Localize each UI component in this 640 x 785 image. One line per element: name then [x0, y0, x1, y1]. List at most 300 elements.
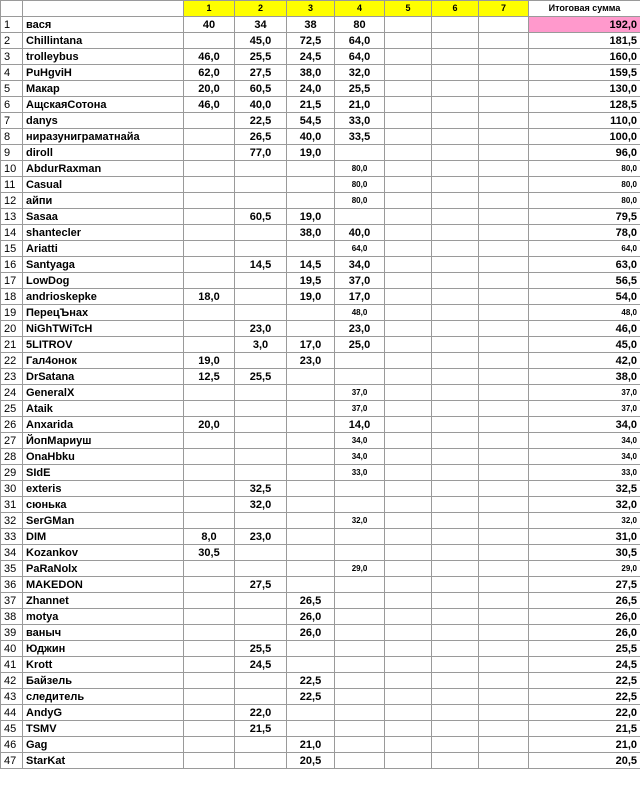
total-cell[interactable]: 34,0 [529, 433, 640, 449]
score-cell-round-7[interactable] [479, 225, 529, 241]
score-cell-round-1[interactable] [184, 273, 235, 289]
score-cell-round-7[interactable] [479, 209, 529, 225]
score-cell-round-1[interactable] [184, 577, 235, 593]
score-cell-round-7[interactable] [479, 193, 529, 209]
score-cell-round-2[interactable] [235, 305, 287, 321]
score-cell-round-5[interactable] [385, 417, 432, 433]
round-header-6[interactable]: 6 [432, 1, 479, 17]
score-cell-round-6[interactable] [432, 593, 479, 609]
score-cell-round-6[interactable] [432, 465, 479, 481]
player-name-cell[interactable]: danys [23, 113, 184, 129]
score-cell-round-3[interactable]: 20,5 [287, 753, 335, 769]
total-cell[interactable]: 130,0 [529, 81, 640, 97]
score-cell-round-2[interactable] [235, 241, 287, 257]
player-name-cell[interactable]: следитель [23, 689, 184, 705]
total-cell[interactable]: 32,5 [529, 481, 640, 497]
total-cell[interactable]: 45,0 [529, 337, 640, 353]
score-cell-round-1[interactable]: 40 [184, 17, 235, 33]
rank-cell[interactable]: 12 [1, 193, 23, 209]
score-cell-round-5[interactable] [385, 529, 432, 545]
score-cell-round-1[interactable]: 12,5 [184, 369, 235, 385]
total-cell[interactable]: 63,0 [529, 257, 640, 273]
total-cell[interactable]: 80,0 [529, 161, 640, 177]
score-cell-round-1[interactable]: 62,0 [184, 65, 235, 81]
player-name-cell[interactable]: сюнька [23, 497, 184, 513]
player-name-cell[interactable]: shantecler [23, 225, 184, 241]
score-cell-round-4[interactable] [335, 609, 385, 625]
rank-cell[interactable]: 45 [1, 721, 23, 737]
score-cell-round-7[interactable] [479, 97, 529, 113]
score-cell-round-1[interactable] [184, 721, 235, 737]
score-cell-round-2[interactable]: 60,5 [235, 81, 287, 97]
score-cell-round-3[interactable]: 24,5 [287, 49, 335, 65]
rank-cell[interactable]: 15 [1, 241, 23, 257]
total-header[interactable]: Итоговая сумма [529, 1, 640, 17]
score-cell-round-4[interactable]: 80,0 [335, 161, 385, 177]
score-cell-round-4[interactable] [335, 753, 385, 769]
round-header-7[interactable]: 7 [479, 1, 529, 17]
score-cell-round-5[interactable] [385, 209, 432, 225]
player-name-cell[interactable]: ПерецЪнах [23, 305, 184, 321]
score-cell-round-7[interactable] [479, 673, 529, 689]
player-name-cell[interactable]: DrSatana [23, 369, 184, 385]
rank-cell[interactable]: 8 [1, 129, 23, 145]
score-cell-round-4[interactable] [335, 625, 385, 641]
total-cell[interactable]: 21,0 [529, 737, 640, 753]
score-cell-round-6[interactable] [432, 449, 479, 465]
player-name-cell[interactable]: Anxarida [23, 417, 184, 433]
score-cell-round-5[interactable] [385, 289, 432, 305]
corner-cell[interactable] [1, 1, 23, 17]
score-cell-round-7[interactable] [479, 401, 529, 417]
score-cell-round-3[interactable]: 21,0 [287, 737, 335, 753]
rank-cell[interactable]: 11 [1, 177, 23, 193]
score-cell-round-2[interactable]: 32,0 [235, 497, 287, 513]
score-cell-round-3[interactable] [287, 417, 335, 433]
player-name-cell[interactable]: айпи [23, 193, 184, 209]
player-name-cell[interactable]: Ataik [23, 401, 184, 417]
score-cell-round-5[interactable] [385, 401, 432, 417]
score-cell-round-5[interactable] [385, 49, 432, 65]
score-cell-round-1[interactable] [184, 609, 235, 625]
score-cell-round-6[interactable] [432, 481, 479, 497]
player-name-cell[interactable]: NiGhTWiTcH [23, 321, 184, 337]
rank-cell[interactable]: 5 [1, 81, 23, 97]
player-name-cell[interactable]: diroll [23, 145, 184, 161]
score-cell-round-1[interactable] [184, 481, 235, 497]
score-cell-round-2[interactable] [235, 433, 287, 449]
score-cell-round-3[interactable] [287, 561, 335, 577]
rank-cell[interactable]: 7 [1, 113, 23, 129]
player-name-cell[interactable]: Юджин [23, 641, 184, 657]
score-cell-round-7[interactable] [479, 65, 529, 81]
score-cell-round-4[interactable]: 37,0 [335, 401, 385, 417]
score-cell-round-6[interactable] [432, 177, 479, 193]
score-cell-round-4[interactable]: 14,0 [335, 417, 385, 433]
player-name-cell[interactable]: вася [23, 17, 184, 33]
score-cell-round-2[interactable]: 25,5 [235, 641, 287, 657]
score-cell-round-5[interactable] [385, 193, 432, 209]
score-cell-round-6[interactable] [432, 97, 479, 113]
score-cell-round-5[interactable] [385, 673, 432, 689]
total-cell[interactable]: 33,0 [529, 465, 640, 481]
score-cell-round-7[interactable] [479, 497, 529, 513]
player-name-cell[interactable]: PaRaNolx [23, 561, 184, 577]
score-cell-round-6[interactable] [432, 193, 479, 209]
score-cell-round-7[interactable] [479, 641, 529, 657]
rank-cell[interactable]: 46 [1, 737, 23, 753]
score-cell-round-7[interactable] [479, 449, 529, 465]
score-cell-round-1[interactable] [184, 305, 235, 321]
score-cell-round-1[interactable]: 20,0 [184, 417, 235, 433]
score-cell-round-7[interactable] [479, 721, 529, 737]
score-cell-round-6[interactable] [432, 129, 479, 145]
score-cell-round-6[interactable] [432, 609, 479, 625]
score-cell-round-2[interactable]: 14,5 [235, 257, 287, 273]
score-cell-round-3[interactable] [287, 641, 335, 657]
score-cell-round-5[interactable] [385, 33, 432, 49]
score-cell-round-6[interactable] [432, 433, 479, 449]
score-cell-round-4[interactable]: 25,0 [335, 337, 385, 353]
score-cell-round-7[interactable] [479, 545, 529, 561]
score-cell-round-6[interactable] [432, 353, 479, 369]
score-cell-round-1[interactable] [184, 401, 235, 417]
score-cell-round-2[interactable] [235, 593, 287, 609]
rank-cell[interactable]: 41 [1, 657, 23, 673]
score-cell-round-3[interactable]: 72,5 [287, 33, 335, 49]
score-cell-round-1[interactable] [184, 145, 235, 161]
score-cell-round-2[interactable]: 27,5 [235, 65, 287, 81]
rank-cell[interactable]: 14 [1, 225, 23, 241]
score-cell-round-6[interactable] [432, 513, 479, 529]
total-cell[interactable]: 48,0 [529, 305, 640, 321]
score-cell-round-6[interactable] [432, 417, 479, 433]
score-cell-round-4[interactable]: 32,0 [335, 513, 385, 529]
score-cell-round-4[interactable] [335, 593, 385, 609]
score-cell-round-2[interactable]: 21,5 [235, 721, 287, 737]
score-cell-round-4[interactable]: 21,0 [335, 97, 385, 113]
total-cell[interactable]: 46,0 [529, 321, 640, 337]
total-cell[interactable]: 34,0 [529, 449, 640, 465]
player-name-cell[interactable]: Sasaa [23, 209, 184, 225]
score-cell-round-7[interactable] [479, 305, 529, 321]
score-cell-round-2[interactable] [235, 193, 287, 209]
score-cell-round-3[interactable] [287, 705, 335, 721]
rank-cell[interactable]: 47 [1, 753, 23, 769]
player-name-cell[interactable]: Ariatti [23, 241, 184, 257]
score-cell-round-7[interactable] [479, 353, 529, 369]
score-cell-round-2[interactable] [235, 609, 287, 625]
score-cell-round-2[interactable] [235, 625, 287, 641]
score-cell-round-3[interactable]: 23,0 [287, 353, 335, 369]
score-cell-round-3[interactable]: 40,0 [287, 129, 335, 145]
total-cell[interactable]: 27,5 [529, 577, 640, 593]
score-cell-round-4[interactable] [335, 577, 385, 593]
score-cell-round-6[interactable] [432, 737, 479, 753]
score-cell-round-4[interactable]: 64,0 [335, 49, 385, 65]
score-cell-round-1[interactable] [184, 177, 235, 193]
total-cell[interactable]: 110,0 [529, 113, 640, 129]
total-cell[interactable]: 26,0 [529, 625, 640, 641]
score-cell-round-2[interactable]: 25,5 [235, 49, 287, 65]
score-cell-round-4[interactable]: 37,0 [335, 273, 385, 289]
score-cell-round-5[interactable] [385, 321, 432, 337]
rank-cell[interactable]: 6 [1, 97, 23, 113]
score-cell-round-1[interactable] [184, 337, 235, 353]
player-name-cell[interactable]: AbdurRaxman [23, 161, 184, 177]
score-cell-round-3[interactable] [287, 545, 335, 561]
score-cell-round-7[interactable] [479, 289, 529, 305]
total-cell[interactable]: 56,5 [529, 273, 640, 289]
player-name-cell[interactable]: PuHgviH [23, 65, 184, 81]
score-cell-round-4[interactable]: 40,0 [335, 225, 385, 241]
rank-cell[interactable]: 16 [1, 257, 23, 273]
score-cell-round-3[interactable]: 22,5 [287, 673, 335, 689]
rank-cell[interactable]: 23 [1, 369, 23, 385]
rank-cell[interactable]: 42 [1, 673, 23, 689]
score-cell-round-5[interactable] [385, 129, 432, 145]
player-name-cell[interactable]: LowDog [23, 273, 184, 289]
score-cell-round-5[interactable] [385, 513, 432, 529]
player-name-cell[interactable]: SIdE [23, 465, 184, 481]
score-cell-round-5[interactable] [385, 465, 432, 481]
score-cell-round-5[interactable] [385, 593, 432, 609]
score-cell-round-2[interactable]: 45,0 [235, 33, 287, 49]
total-cell[interactable]: 80,0 [529, 193, 640, 209]
score-cell-round-3[interactable]: 24,0 [287, 81, 335, 97]
score-cell-round-1[interactable]: 18,0 [184, 289, 235, 305]
score-cell-round-7[interactable] [479, 625, 529, 641]
rank-cell[interactable]: 35 [1, 561, 23, 577]
score-cell-round-4[interactable]: 25,5 [335, 81, 385, 97]
round-header-5[interactable]: 5 [385, 1, 432, 17]
score-cell-round-7[interactable] [479, 657, 529, 673]
score-cell-round-3[interactable] [287, 177, 335, 193]
score-cell-round-3[interactable] [287, 241, 335, 257]
score-cell-round-6[interactable] [432, 337, 479, 353]
player-name-cell[interactable]: OnaHbku [23, 449, 184, 465]
player-name-cell[interactable]: AndyG [23, 705, 184, 721]
score-cell-round-1[interactable] [184, 385, 235, 401]
score-cell-round-1[interactable] [184, 513, 235, 529]
round-header-1[interactable]: 1 [184, 1, 235, 17]
score-cell-round-1[interactable] [184, 673, 235, 689]
score-cell-round-7[interactable] [479, 369, 529, 385]
score-cell-round-1[interactable]: 20,0 [184, 81, 235, 97]
score-cell-round-7[interactable] [479, 705, 529, 721]
total-cell[interactable]: 37,0 [529, 401, 640, 417]
total-cell[interactable]: 159,5 [529, 65, 640, 81]
score-cell-round-1[interactable] [184, 225, 235, 241]
score-cell-round-7[interactable] [479, 417, 529, 433]
score-cell-round-7[interactable] [479, 465, 529, 481]
score-cell-round-6[interactable] [432, 673, 479, 689]
score-cell-round-1[interactable]: 46,0 [184, 49, 235, 65]
score-cell-round-4[interactable]: 33,0 [335, 113, 385, 129]
total-cell[interactable]: 26,0 [529, 609, 640, 625]
score-cell-round-3[interactable] [287, 193, 335, 209]
score-cell-round-2[interactable]: 22,0 [235, 705, 287, 721]
rank-cell[interactable]: 20 [1, 321, 23, 337]
score-cell-round-5[interactable] [385, 161, 432, 177]
score-cell-round-2[interactable] [235, 177, 287, 193]
score-cell-round-5[interactable] [385, 449, 432, 465]
total-cell[interactable]: 22,0 [529, 705, 640, 721]
name-header-cell[interactable] [23, 1, 184, 17]
score-cell-round-3[interactable]: 19,0 [287, 209, 335, 225]
score-cell-round-2[interactable]: 27,5 [235, 577, 287, 593]
score-cell-round-4[interactable]: 37,0 [335, 385, 385, 401]
score-cell-round-3[interactable]: 19,0 [287, 145, 335, 161]
player-name-cell[interactable]: Krott [23, 657, 184, 673]
rank-cell[interactable]: 1 [1, 17, 23, 33]
score-cell-round-4[interactable]: 17,0 [335, 289, 385, 305]
score-cell-round-7[interactable] [479, 113, 529, 129]
score-cell-round-5[interactable] [385, 353, 432, 369]
score-cell-round-5[interactable] [385, 689, 432, 705]
score-cell-round-5[interactable] [385, 81, 432, 97]
rank-cell[interactable]: 4 [1, 65, 23, 81]
score-cell-round-7[interactable] [479, 529, 529, 545]
score-cell-round-6[interactable] [432, 49, 479, 65]
score-cell-round-3[interactable] [287, 721, 335, 737]
player-name-cell[interactable]: Гал4онок [23, 353, 184, 369]
score-cell-round-5[interactable] [385, 337, 432, 353]
score-cell-round-3[interactable]: 19,0 [287, 289, 335, 305]
score-cell-round-7[interactable] [479, 753, 529, 769]
rank-cell[interactable]: 38 [1, 609, 23, 625]
rank-cell[interactable]: 44 [1, 705, 23, 721]
score-cell-round-2[interactable] [235, 289, 287, 305]
score-cell-round-2[interactable]: 3,0 [235, 337, 287, 353]
score-cell-round-2[interactable]: 22,5 [235, 113, 287, 129]
score-cell-round-6[interactable] [432, 33, 479, 49]
total-cell[interactable]: 54,0 [529, 289, 640, 305]
score-cell-round-3[interactable]: 19,5 [287, 273, 335, 289]
score-cell-round-3[interactable] [287, 481, 335, 497]
total-cell[interactable]: 128,5 [529, 97, 640, 113]
score-cell-round-5[interactable] [385, 305, 432, 321]
score-cell-round-3[interactable] [287, 497, 335, 513]
score-cell-round-4[interactable] [335, 497, 385, 513]
rank-cell[interactable]: 21 [1, 337, 23, 353]
score-cell-round-1[interactable] [184, 241, 235, 257]
score-cell-round-6[interactable] [432, 689, 479, 705]
score-cell-round-4[interactable] [335, 673, 385, 689]
score-cell-round-2[interactable] [235, 689, 287, 705]
score-cell-round-4[interactable]: 23,0 [335, 321, 385, 337]
score-cell-round-4[interactable]: 29,0 [335, 561, 385, 577]
player-name-cell[interactable]: motya [23, 609, 184, 625]
score-cell-round-2[interactable] [235, 385, 287, 401]
score-cell-round-2[interactable]: 60,5 [235, 209, 287, 225]
score-cell-round-4[interactable]: 33,0 [335, 465, 385, 481]
total-cell[interactable]: 26,5 [529, 593, 640, 609]
score-cell-round-7[interactable] [479, 609, 529, 625]
total-cell[interactable]: 160,0 [529, 49, 640, 65]
score-cell-round-2[interactable] [235, 161, 287, 177]
player-name-cell[interactable]: MAKEDON [23, 577, 184, 593]
total-cell[interactable]: 192,0 [529, 17, 640, 33]
score-cell-round-4[interactable]: 34,0 [335, 433, 385, 449]
score-cell-round-2[interactable] [235, 353, 287, 369]
total-cell[interactable]: 64,0 [529, 241, 640, 257]
round-header-4[interactable]: 4 [335, 1, 385, 17]
score-cell-round-2[interactable]: 40,0 [235, 97, 287, 113]
score-cell-round-4[interactable]: 34,0 [335, 449, 385, 465]
score-cell-round-2[interactable]: 34 [235, 17, 287, 33]
total-cell[interactable]: 96,0 [529, 145, 640, 161]
score-cell-round-2[interactable] [235, 225, 287, 241]
rank-cell[interactable]: 28 [1, 449, 23, 465]
score-cell-round-5[interactable] [385, 609, 432, 625]
score-cell-round-6[interactable] [432, 401, 479, 417]
score-cell-round-2[interactable]: 77,0 [235, 145, 287, 161]
player-name-cell[interactable]: trolleybus [23, 49, 184, 65]
score-cell-round-4[interactable]: 32,0 [335, 65, 385, 81]
score-cell-round-1[interactable] [184, 161, 235, 177]
score-cell-round-6[interactable] [432, 657, 479, 673]
score-cell-round-7[interactable] [479, 513, 529, 529]
score-cell-round-5[interactable] [385, 113, 432, 129]
score-cell-round-3[interactable] [287, 529, 335, 545]
score-cell-round-1[interactable]: 30,5 [184, 545, 235, 561]
score-cell-round-4[interactable]: 64,0 [335, 33, 385, 49]
player-name-cell[interactable]: ваныч [23, 625, 184, 641]
rank-cell[interactable]: 32 [1, 513, 23, 529]
score-cell-round-5[interactable] [385, 433, 432, 449]
total-cell[interactable]: 22,5 [529, 689, 640, 705]
score-cell-round-7[interactable] [479, 433, 529, 449]
total-cell[interactable]: 181,5 [529, 33, 640, 49]
score-cell-round-5[interactable] [385, 241, 432, 257]
score-cell-round-1[interactable]: 19,0 [184, 353, 235, 369]
total-cell[interactable]: 42,0 [529, 353, 640, 369]
score-cell-round-6[interactable] [432, 369, 479, 385]
score-cell-round-7[interactable] [479, 561, 529, 577]
score-cell-round-5[interactable] [385, 17, 432, 33]
score-cell-round-5[interactable] [385, 481, 432, 497]
total-cell[interactable]: 30,5 [529, 545, 640, 561]
score-cell-round-3[interactable] [287, 369, 335, 385]
score-cell-round-1[interactable] [184, 33, 235, 49]
score-cell-round-4[interactable]: 64,0 [335, 241, 385, 257]
score-cell-round-2[interactable] [235, 737, 287, 753]
score-cell-round-6[interactable] [432, 625, 479, 641]
player-name-cell[interactable]: 5LITROV [23, 337, 184, 353]
score-cell-round-5[interactable] [385, 657, 432, 673]
score-cell-round-4[interactable] [335, 353, 385, 369]
score-cell-round-1[interactable] [184, 449, 235, 465]
score-cell-round-7[interactable] [479, 257, 529, 273]
score-cell-round-3[interactable]: 38,0 [287, 225, 335, 241]
player-name-cell[interactable]: Gag [23, 737, 184, 753]
score-cell-round-6[interactable] [432, 289, 479, 305]
score-cell-round-5[interactable] [385, 225, 432, 241]
score-cell-round-1[interactable] [184, 113, 235, 129]
rank-cell[interactable]: 27 [1, 433, 23, 449]
score-cell-round-4[interactable] [335, 209, 385, 225]
score-cell-round-5[interactable] [385, 369, 432, 385]
score-cell-round-3[interactable] [287, 401, 335, 417]
score-cell-round-1[interactable] [184, 561, 235, 577]
rank-cell[interactable]: 24 [1, 385, 23, 401]
score-cell-round-4[interactable] [335, 657, 385, 673]
score-cell-round-1[interactable] [184, 257, 235, 273]
score-cell-round-1[interactable]: 8,0 [184, 529, 235, 545]
score-cell-round-4[interactable] [335, 689, 385, 705]
score-cell-round-4[interactable] [335, 529, 385, 545]
